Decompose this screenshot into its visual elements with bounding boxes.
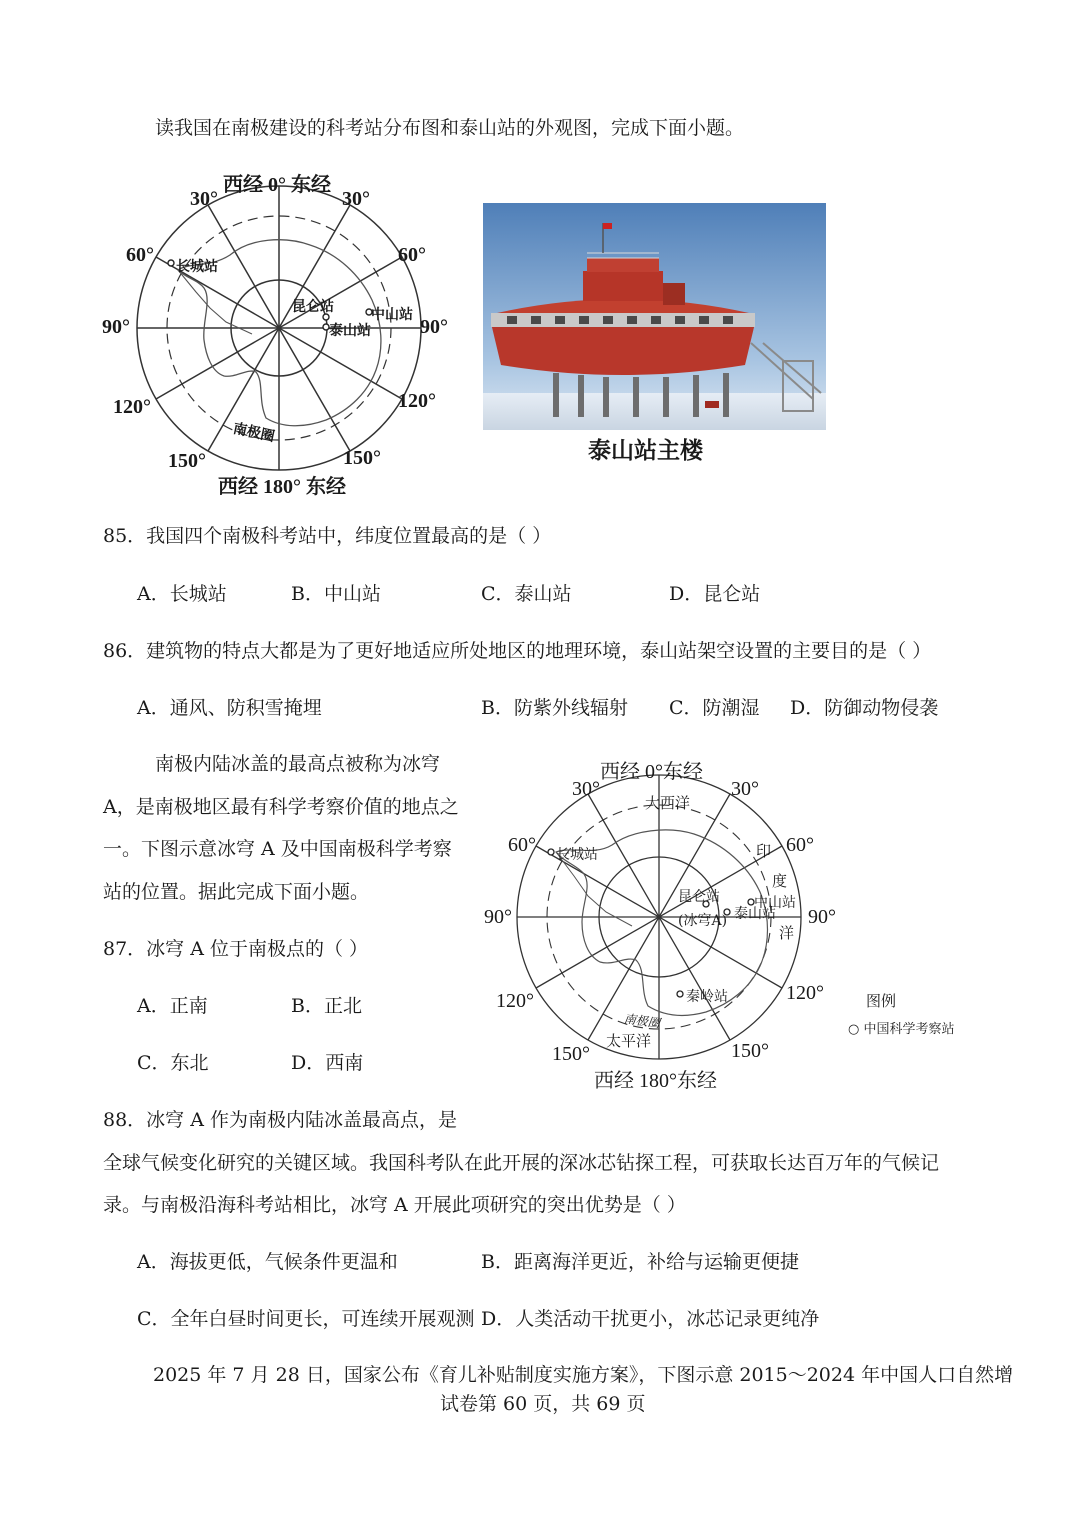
map2-zhongshan-label: 中山站 [754,895,796,911]
map1-deg90-left: 90° [102,316,130,338]
intro-text-2-line-2: A，是南极地区最有科学考察价值的地点之 [103,796,459,818]
question-87-option-b: B．正北 [291,995,362,1017]
map2-legend-item: ○ 中国科学考察站 [848,1022,955,1037]
photo-caption: 泰山站主楼 [588,438,703,463]
map1-deg60-right: 60° [398,244,426,266]
map2-deg120-left: 120° [496,990,534,1012]
intro-text-2-line-3: 一。下图示意冰穹 A 及中国南极科学考察 [103,838,452,860]
map2-deg120-right: 120° [786,982,824,1004]
map2-deg150-left: 150° [552,1043,590,1065]
map1-deg120-right: 120° [398,390,436,412]
question-85-stem: 85．我国四个南极科考站中，纬度位置最高的是（ ） [103,525,552,547]
question-86-option-a: A．通风、防积雪掩埋 [137,697,322,719]
map2-atlantic-label: 大西洋 [645,794,691,812]
map2-deg60-right: 60° [786,834,814,856]
map2-deg90-right: 90° [808,906,836,928]
map1-changcheng-label: 长城站 [176,259,218,275]
intro-text-1: 读我国在南极建设的科考站分布图和泰山站的外观图，完成下面小题。 [155,117,745,139]
map2-deg30-left: 30° [572,778,600,800]
map2-pacific-label: 太平洋 [606,1032,652,1050]
intro-text-2-line-1: 南极内陆冰盖的最高点被称为冰穹 [155,753,441,775]
question-85-option-a: A．长城站 [137,583,227,605]
question-85-option-d: D．昆仑站 [669,583,761,605]
question-88-option-b: B．距离海洋更近，补给与运输更便捷 [481,1251,799,1273]
question-88-stem-line-1: 88．冰穹 A 作为南极内陆冰盖最高点，是 [103,1109,457,1131]
map2-kunlun-label: 昆仑站 [678,889,720,905]
map2-antarctic-circle-label: 南极圈 [623,1011,661,1031]
page-number: 试卷第 60 页，共 69 页 [440,1393,646,1415]
map2-indian-label-1: 印 [756,842,772,860]
map1-deg30-right: 30° [342,188,370,210]
map2-deg30-right: 30° [731,778,759,800]
question-86-option-c: C．防潮湿 [669,697,760,719]
map1-top-label: 西经 0° 东经 [223,174,331,196]
question-88-stem-line-2: 全球气候变化研究的关键区域。我国科考队在此开展的深冰芯钻探工程，可获取长达百万年的气候记 [103,1152,940,1174]
map2-changcheng-label: 长城站 [556,847,598,863]
map1-deg120-left: 120° [113,396,151,418]
map2-indian-label-2: 度 [772,872,788,890]
map2-deg150-right: 150° [731,1040,769,1062]
map2-taishan-label: 泰山站 [734,906,776,922]
question-88-option-a: A．海拔更低，气候条件更温和 [137,1251,398,1273]
map2-dome-a-label: (冰穹A) [678,913,728,929]
map2-legend-title: 图例 [866,992,897,1010]
question-87-option-c: C．东北 [137,1052,209,1074]
map1-taishan-label: 泰山站 [329,323,371,339]
map2-indian-label-3: 洋 [779,924,795,942]
next-question-intro: 2025 年 7 月 28 日，国家公布《育儿补贴制度实施方案》，下图示意 2015～2024 年中国人口自然增 [153,1364,1014,1386]
question-87-option-a: A．正南 [137,995,208,1017]
map1-antarctic-circle-label: 南极圈 [231,420,276,446]
question-87-stem: 87．冰穹 A 位于南极点的（ ） [103,938,369,960]
question-88-option-c: C．全年白昼时间更长，可连续开展观测 [137,1308,475,1330]
map1-deg30-left: 30° [190,188,218,210]
map2-bottom-label: 西经 180°东经 [594,1070,717,1092]
map1-kunlun-label: 昆仑站 [292,299,334,315]
map2-qinling-label: 秦岭站 [686,989,728,1005]
question-86-option-b: B．防紫外线辐射 [481,697,628,719]
intro-text-2-line-4: 站的位置。据此完成下面小题。 [103,881,370,903]
map2-deg60-left: 60° [508,834,536,856]
map2-deg90-left: 90° [484,906,512,928]
question-85-option-b: B．中山站 [291,583,381,605]
question-87-option-d: D．西南 [291,1052,364,1074]
map2-top-label: 西经 0°东经 [600,761,703,783]
map1-deg150-right: 150° [343,447,381,469]
question-85-option-c: C．泰山站 [481,583,572,605]
question-88-option-d: D．人类活动干扰更小，冰芯记录更纯净 [481,1308,820,1330]
map1-deg90-right: 90° [420,316,448,338]
map1-deg150-left: 150° [168,450,206,472]
question-88-stem-line-3: 录。与南极沿海科考站相比，冰穹 A 开展此项研究的突出优势是（ ） [103,1194,686,1216]
map1-zhongshan-label: 中山站 [371,307,413,323]
question-86-option-d: D．防御动物侵袭 [790,697,939,719]
question-86-stem: 86．建筑物的特点大都是为了更好地适应所处地区的地理环境，泰山站架空设置的主要目的是（ ） [103,640,932,662]
map1-deg60-left: 60° [126,244,154,266]
map1-bottom-label: 西经 180° 东经 [218,476,346,498]
